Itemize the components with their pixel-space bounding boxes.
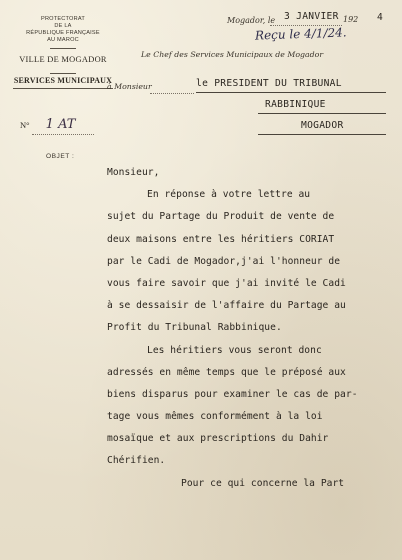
letterhead-divider bbox=[50, 48, 76, 49]
letter-body bbox=[107, 162, 399, 495]
body-line: deux maisons entre les héritiers CORIAT bbox=[107, 233, 335, 245]
letterhead-underline bbox=[13, 88, 113, 89]
letterhead-protectorat: PROTECTORAT bbox=[41, 16, 85, 22]
reference-label: N° bbox=[20, 120, 30, 130]
letterhead-republique: RÉPUBLIQUE FRANÇAISE bbox=[26, 30, 100, 36]
recipient-line-2: RABBINIQUE bbox=[265, 99, 326, 110]
recipient-dotted-line bbox=[150, 92, 194, 94]
recipient-prefix: à Monsieur bbox=[107, 82, 152, 91]
letterhead-au-maroc: AU MAROC bbox=[47, 37, 79, 43]
dateline-place: Mogador, le bbox=[227, 16, 276, 25]
letterhead-ville: VILLE DE MOGADOR bbox=[19, 55, 107, 64]
letterhead-services: SERVICES MUNICIPAUX bbox=[13, 76, 113, 85]
body-line: vous faire savoir que j'ai invité le Cadi bbox=[107, 277, 346, 289]
salutation: Monsieur, bbox=[107, 167, 160, 178]
recipient-underline bbox=[196, 92, 386, 93]
body-line: biens disparus pour examiner le cas de par- bbox=[107, 388, 358, 400]
dateline-year-digit: 4 bbox=[377, 12, 383, 23]
body-line: Profit du Tribunal Rabbinique. bbox=[107, 322, 282, 334]
letterhead-divider bbox=[50, 73, 76, 74]
reference-dotted-line bbox=[32, 133, 94, 135]
dateline-date: 3 JANVIER bbox=[284, 11, 339, 22]
body-line: En réponse à votre lettre au bbox=[147, 189, 311, 201]
recipient-underline bbox=[258, 134, 386, 135]
objet-label: OBJET : bbox=[46, 153, 75, 160]
body-line: adressés en même temps que le préposé aux bbox=[107, 366, 346, 378]
received-note: Reçu le 4/1/24. bbox=[254, 25, 347, 43]
body-line: tage vous mêmes conformément à la loi bbox=[107, 411, 323, 423]
body-line: par le Cadi de Mogador,j'ai l'honneur de bbox=[107, 255, 341, 267]
body-line: sujet du Partage du Produit de vente de bbox=[107, 211, 335, 223]
reference-number bbox=[20, 117, 75, 132]
recipient-underline bbox=[258, 113, 386, 114]
body-line: Pour ce qui concerne la Part bbox=[181, 477, 345, 489]
body-line: mosaïque et aux prescriptions du Dahir bbox=[107, 433, 329, 445]
recipient-line-3: MOGADOR bbox=[301, 120, 344, 131]
dateline-year-prefix: 192 bbox=[343, 15, 359, 24]
letterhead-block bbox=[4, 16, 122, 89]
body-line: Les héritiers vous seront donc bbox=[147, 344, 322, 356]
body-line: à se dessaisir de l'affaire du Partage au bbox=[107, 300, 346, 312]
sender-line: Le Chef des Services Municipaux de Mogador bbox=[141, 50, 324, 59]
letterhead-de-la: DE LA bbox=[54, 23, 72, 29]
body-line: Chérifien. bbox=[107, 455, 166, 467]
recipient-line-1: le PRESIDENT DU TRIBUNAL bbox=[196, 78, 342, 89]
reference-value: 1 AT bbox=[45, 117, 76, 132]
